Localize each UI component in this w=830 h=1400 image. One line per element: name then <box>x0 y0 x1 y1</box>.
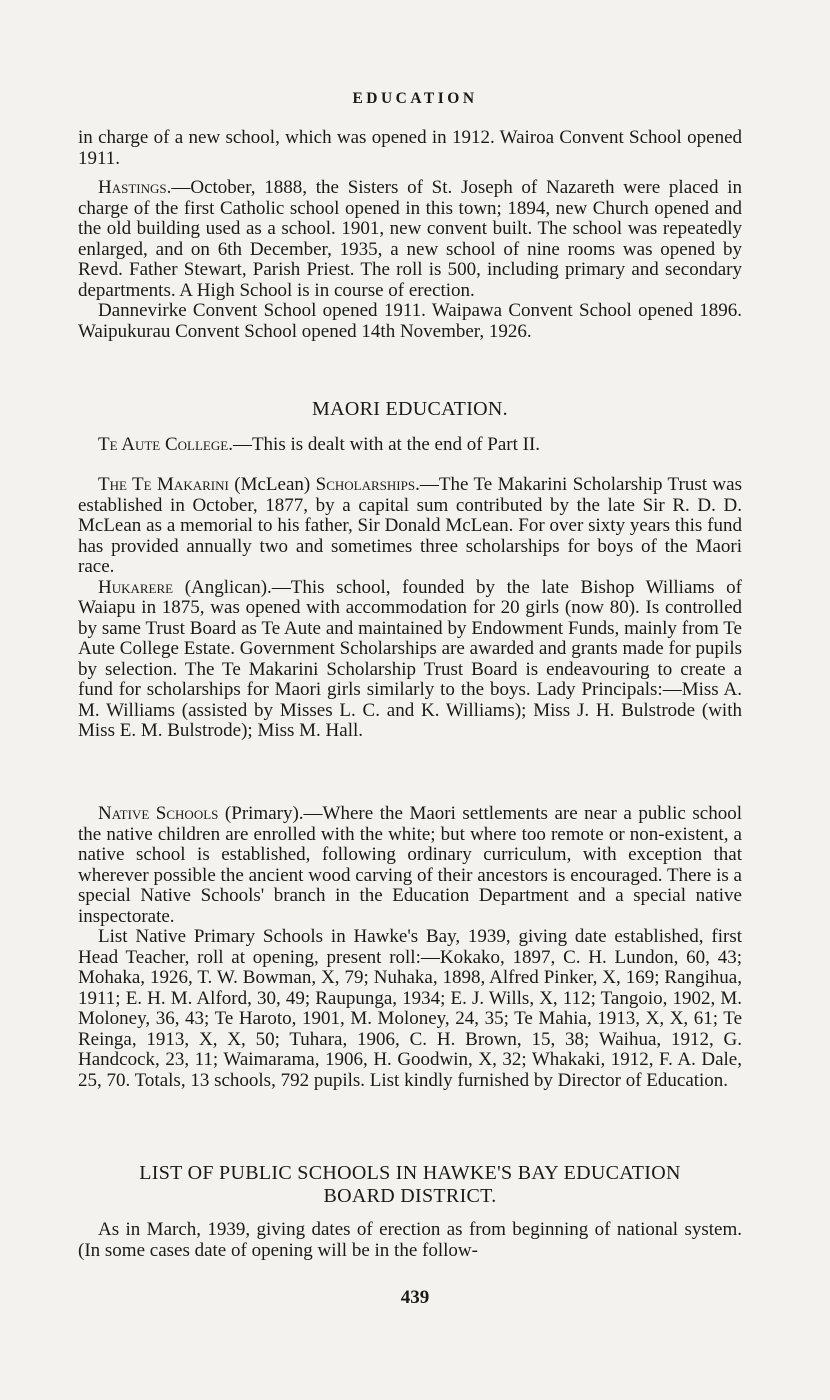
native-schools-paragraph <box>78 804 742 927</box>
hastings-text: —October, 1888, the Sisters of St. Joseph of Nazareth were placed in charge of the first Catholic school opened in this town; 1894, new Church opened and the old building used as a school. 1901, new convent built. The school was repeatedly enlarged, and on 6th December, 1935, a new school of nine rooms was opened by Revd. Father Stewart, Parish Priest. The roll is 500, including primary and secondary departments. A High School is in course of erection. <box>78 177 742 301</box>
makarini-paragraph <box>78 475 742 578</box>
te-aute-block <box>78 435 742 456</box>
hastings-heading: Hastings. <box>98 177 172 198</box>
intro-continuation: in charge of a new school, which was opened in 1912. Wairoa Convent School opened 1911. <box>78 127 742 169</box>
hukarere-text: (Anglican).—This school, founded by the late Bishop Williams of Waiapu in 1875, was opened with accommodation for 20 girls (now 80). Is controlled by same Trust Board as Te Aute and maintained by Endowment Funds, mainly from Te Aute College Estate. Government Scholarships are awarded and grants made for pupils by selection. The Te Makarini Scholarship Trust Board is endeavouring to create a fund for scholarships for Maori girls similarly to the boys. Lady Principals:—Miss A. M. Williams (assisted by Misses L. C. and K. Williams); Miss J. H. Bulstrode (with Miss E. M. Bulstrode); Miss M. Hall. <box>78 576 742 741</box>
running-head: EDUCATION <box>352 90 478 107</box>
hastings-block <box>78 178 742 342</box>
public-schools-title-line2: BOARD DISTRICT. <box>323 1185 497 1207</box>
makarini-heading: The Te Makarini <box>98 474 229 495</box>
maori-education-section <box>78 398 742 421</box>
makarini-text: —The Te Makarini Scholarship Trust was established in October, 1877, by a capital sum contributed by the late Sir R. D. D. McLean as a memorial to his father, Sir Donald McLean. For over sixty years this fund has provided annually two and sometimes three scholarships for boys of the Maori race. <box>78 474 742 577</box>
makarini-heading-scholarships: Scholarships. <box>315 474 420 495</box>
public-schools-section <box>78 1162 742 1208</box>
intro-continuation-block <box>78 128 742 169</box>
native-schools-block <box>78 804 742 1091</box>
hastings-paragraph <box>78 178 742 301</box>
native-schools-text: (Primary).—Where the Maori settlements are near a public school the native children are enrolled with the white; but where too remote or non-existent, a native school is established, following ordinary curriculum, with exception that wherever possible the ancient wood carving of their ancestors is encouraged. There is a special Native Schools' branch in the Education Department and a special native inspectorate. <box>78 803 742 927</box>
page-number: 439 <box>400 1287 430 1308</box>
public-schools-title <box>78 1162 742 1208</box>
dannevirke-paragraph: Dannevirke Convent School opened 1911. Waipawa Convent School opened 1896. Waipukurau Convent School opened 14th November, 1926. <box>78 300 742 342</box>
maori-education-title: MAORI EDUCATION. <box>312 398 508 420</box>
makarini-heading-paren: (McLean) <box>228 474 316 495</box>
te-aute-text: —This is dealt with at the end of Part II. <box>232 434 541 455</box>
hukarere-paragraph <box>78 578 742 742</box>
public-schools-intro: As in March, 1939, giving dates of erection as from beginning of national system. (In some cases date of opening will be in the follow- <box>78 1219 742 1261</box>
te-aute-heading: Te Aute College. <box>98 434 233 455</box>
native-schools-list: List Native Primary Schools in Hawke's Bay, 1939, giving date established, first Head Teacher, roll at opening, present roll:—Kokako, 1897, C. H. Lundon, 60, 43; Mohaka, 1926, T. W. Bowman, X, 79; Nuhaka, 1898, Alfred Pinker, X, 169; Rangihua, 1911; E. H. M. Alford, 30, 49; Raupunga, 1934; E. J. Wills, X, 112; Tangoio, 1902, M. Moloney, 36, 43; Te Haroto, 1901, M. Moloney, 24, 35; Te Mahia, 1913, X, X, 61; Te Reinga, 1913, X, X, 50; Tuhara, 1906, C. H. Brown, 15, 38; Waihua, 1912, G. Handcock, 23, 11; Waimarama, 1906, H. Goodwin, X, 32; Whakaki, 1912, F. A. Dale, 25, 70. Totals, 13 schools, 792 pupils. List kindly furnished by Director of Education. <box>78 926 742 1091</box>
te-aute-paragraph <box>78 435 742 456</box>
public-schools-title-line1: LIST OF PUBLIC SCHOOLS IN HAWKE'S BAY EDUCATION <box>139 1162 681 1184</box>
makarini-hukarere-block <box>78 475 742 742</box>
native-schools-heading: Native Schools <box>98 803 219 824</box>
hukarere-heading: Hukarere <box>98 576 174 598</box>
public-schools-intro-block <box>78 1220 742 1261</box>
